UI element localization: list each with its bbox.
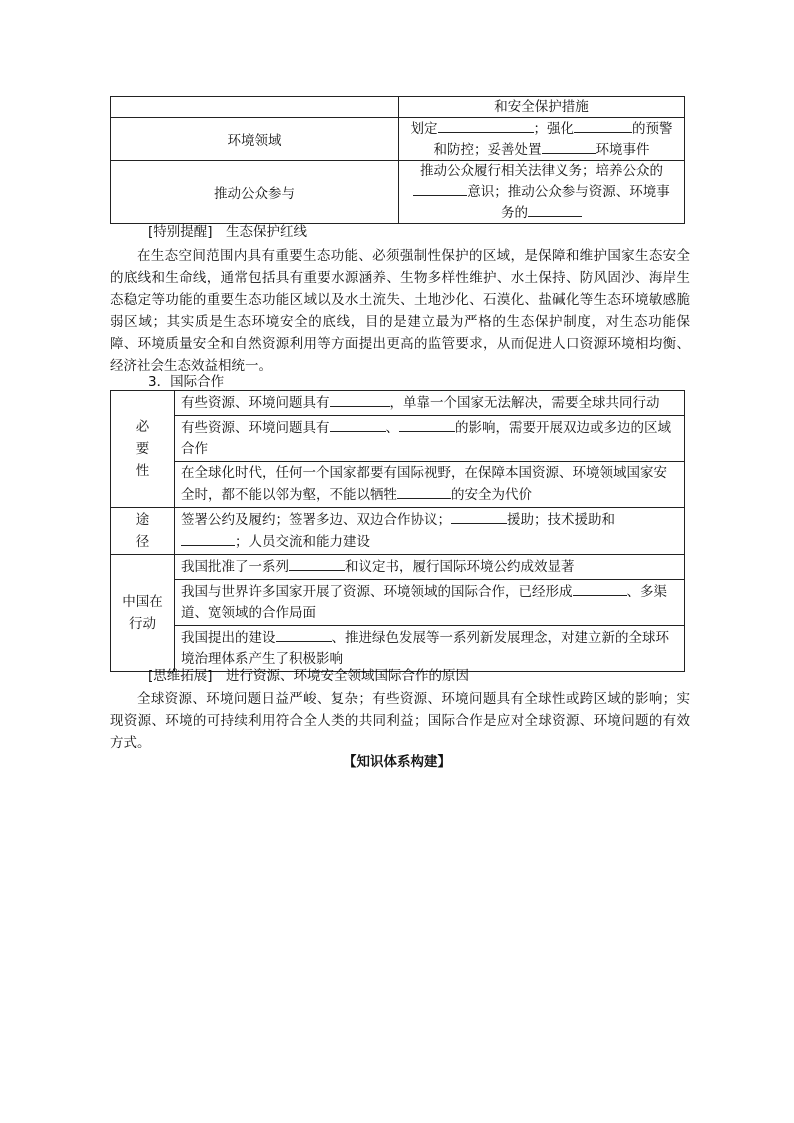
china-row-1: 我国批准了一系列 和议定书，履行国际环境公约成效显著 — [175, 555, 685, 580]
fill-blank — [289, 556, 345, 571]
fill-blank — [542, 139, 596, 154]
fill-blank — [181, 531, 235, 546]
necessity-row-1: 有些资源、环境问题具有 ，单靠一个国家无法解决，需要全球共同行动 — [175, 391, 685, 416]
table-cell-continued: 和安全保护措施 — [399, 97, 685, 118]
fill-blank — [438, 118, 534, 133]
row-label-public: 推动公众参与 — [111, 161, 399, 224]
fill-blank — [397, 484, 451, 499]
fill-blank — [528, 202, 582, 217]
fill-blank — [451, 509, 507, 524]
public-participation-cell: 推动公众履行相关法律义务；培养公众的 意识；推动公众参与资源、环境事 务的 — [399, 161, 685, 224]
knowledge-system-heading: 【知识体系构建】 — [343, 754, 451, 770]
table-cell-empty — [111, 97, 399, 118]
label-necessity: 必 要 性 — [111, 391, 175, 508]
thinking-extension-body: 全球资源、环境问题日益严峻、复杂；有些资源、环境问题具有全球性或跨区域的影响；实现资源、环境的可持续利用符合全人类的共同利益；国际合作是应对全球资源、环境问题的有效方式。 — [110, 691, 690, 751]
fill-blank — [330, 392, 390, 407]
necessity-row-2: 有些资源、环境问题具有 、 的影响，需要开展双边或多边的区域合作 — [175, 416, 685, 462]
ways-row: 签署公约及履约；签署多边、双边合作协议； 援助；技术援助和 ；人员交流和能力建设 — [175, 508, 685, 555]
fill-blank — [573, 581, 627, 596]
row-label-environment: 环境领域 — [111, 118, 399, 161]
fill-blank — [413, 181, 467, 196]
policy-table — [110, 96, 685, 224]
special-reminder-heading: [特别提醒] 生态保护红线 — [148, 224, 308, 240]
section-title: 3．国际合作 — [148, 374, 225, 390]
international-cooperation-table — [110, 390, 685, 672]
china-row-3: 我国提出的建设 、推进绿色发展等一系列新发展理念，对建立新的全球环境治理体系产生了积极影响 — [175, 626, 685, 672]
fill-blank — [330, 417, 386, 432]
necessity-row-3: 在全球化时代，任何一个国家都要有国际视野，在保障本国资源、环境领域国家安全时，都不能以邻为壑，不能以牺牲 的安全为代价 — [175, 462, 685, 508]
label-china-action: 中国在 行动 — [111, 555, 175, 672]
fill-blank — [574, 118, 632, 133]
special-reminder-body: 在生态空间范围内具有重要生态功能、必须强制性保护的区域，是保障和维护国家生态安全的底线和生命线，通常包括具有重要水源涵养、生物多样性维护、水土保持、防风固沙、海岸生态稳定等功能的重要生态功能区域以及水土流失、土地沙化、石漠化、盐碱化等生态环境敏感脆弱区域；其实质是生态环境安全的底线，目的是建立最为严格的生态保护制度，对生态功能保障、环境质量安全和自然资源利用等方面提出更高的监管要求，从而促进人口资源环境相均衡、经济社会生态效益相统一。 — [110, 248, 690, 374]
thinking-extension-heading: [思维拓展] 进行资源、环境安全领域国际合作的原因 — [148, 668, 470, 684]
china-row-2: 我国与世界许多国家开展了资源、环境领域的国际合作，已经形成 、多渠道、宽领域的合作局面 — [175, 580, 685, 626]
fill-blank — [276, 627, 332, 642]
environment-measures-cell: 划定 ；强化 的预警 和防控；妥善处置 环境事件 — [399, 118, 685, 161]
fill-blank — [399, 417, 455, 432]
label-ways: 途 径 — [111, 508, 175, 555]
